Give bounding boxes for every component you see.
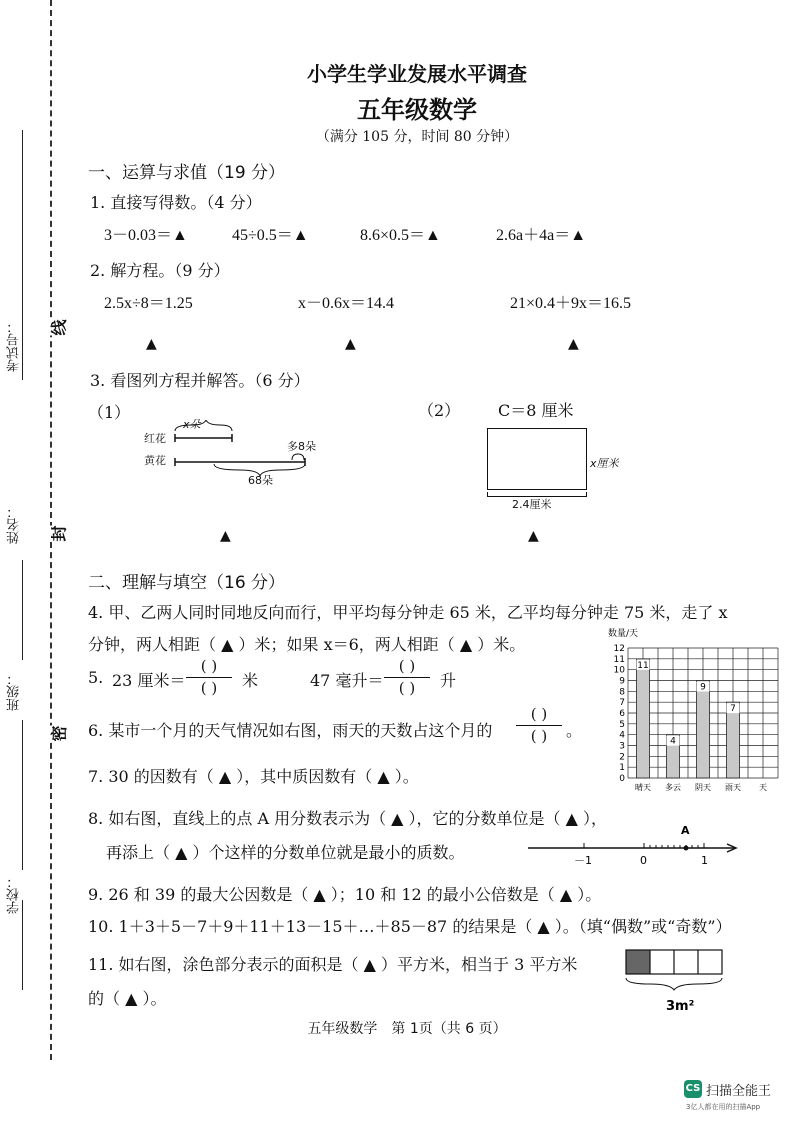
q5-b-fraction [384, 658, 430, 697]
q5-a-fraction [186, 658, 232, 697]
point-a-label: A [681, 824, 690, 837]
q1-item: 45÷0.5＝▲ [232, 227, 309, 244]
y-tick-label: 8 [619, 687, 625, 698]
rectangle-figure [487, 428, 587, 490]
exam-title: 小学生学业发展水平调查 [307, 62, 527, 86]
q7-text: 7. 30 的因数有（ ▲ ），其中质因数有（ ▲ ）。 [88, 767, 419, 786]
x-label: x朵 [183, 418, 201, 431]
bar-value-label: 9 [700, 682, 706, 693]
q5-a-unit: 米 [242, 671, 259, 690]
q2-equation: 2.5x÷8＝1.25 [104, 295, 193, 312]
q2-title: 2. 解方程。（9 分） [90, 261, 230, 280]
area-brace [626, 978, 722, 990]
student-name-label: 姓名： [7, 505, 22, 544]
blank: ( ) [200, 657, 218, 675]
answer-marker: ▲ [220, 528, 231, 544]
tick-label: 0 [640, 854, 647, 867]
y-tick-label: 4 [619, 730, 625, 741]
q8-line1: 8. 如右图，直线上的点 A 用分数表示为（ ▲ ），它的分数单位是（ ▲ ）， [88, 809, 608, 828]
x-tick-label: 多云 [665, 783, 681, 792]
q4-line1: 4. 甲、乙两人同时同地反向而行，甲平均每分钟走 65 米，乙平均每分钟走 75 米，走了 x [88, 603, 728, 622]
scanner-tagline: 3亿人都在用的扫描App [686, 1103, 761, 1111]
y-tick-label: 2 [619, 752, 625, 763]
answer-marker: ▲ [146, 336, 157, 352]
q1-item: 3－0.03＝▲ [104, 227, 188, 244]
y-tick-label: 1 [619, 763, 625, 774]
perimeter-label: C＝8 厘米 [498, 401, 574, 420]
bar [697, 681, 710, 779]
name-line [22, 720, 23, 870]
q1-item: 2.6a＋4a＝▲ [496, 227, 587, 244]
q5-num: 5. [88, 668, 104, 687]
bar-value-label: 11 [637, 660, 649, 671]
bar-value-label: 4 [670, 736, 676, 747]
q1-item: 8.6×0.5＝▲ [360, 227, 441, 244]
yellow-flower-label: 黄花 [144, 454, 166, 467]
seal-feng: 封 [47, 525, 70, 541]
y-tick-label: 10 [613, 665, 625, 676]
more-label: 多8朵 [287, 440, 316, 453]
q3-title: 3. 看图列方程并解答。（6 分） [90, 371, 310, 390]
seal-xian: 线 [47, 319, 70, 335]
answer-marker: ▲ [568, 336, 579, 352]
y-tick-label: 11 [613, 654, 625, 665]
y-tick-label: 5 [619, 719, 625, 730]
q5-a-text: 23 厘米＝ [112, 671, 186, 690]
q5-b-text: 47 毫升＝ [310, 671, 384, 690]
q6-text: 6. 某市一个月的天气情况如右图，雨天的天数占这个月的 [88, 721, 493, 740]
blank: ( ) [398, 657, 416, 675]
section-2-heading: 二、理解与填空（16 分） [88, 573, 286, 593]
exam-number-label: 考试号： [7, 320, 22, 372]
answer-marker: ▲ [345, 336, 356, 352]
exam-note: （满分 105 分，时间 80 分钟） [315, 129, 519, 145]
blank: ( ) [530, 705, 548, 723]
q2-equation: 21×0.4＋9x＝16.5 [510, 295, 632, 312]
section-1-heading: 一、运算与求值（19 分） [88, 163, 286, 183]
blank: ( ) [398, 679, 416, 697]
q11-line1: 11. 如右图，涂色部分表示的面积是（ ▲ ）平方米，相当于 3 平方米 [88, 955, 578, 974]
area-label: 3m² [666, 999, 695, 1014]
x-tick-label: 晴天 [635, 783, 651, 792]
weather-bar-chart [606, 624, 794, 800]
y-tick-label: 7 [619, 698, 625, 709]
total-label: 68朵 [248, 474, 273, 487]
q6-fraction [516, 706, 562, 745]
y-axis-label: 数量/天 [608, 629, 639, 639]
q10-text: 10. 1＋3＋5－7＋9＋11＋13－15＋…＋85－87 的结果是（ ▲ ）。（填“偶数”或“奇数”） [88, 917, 732, 936]
rect-bottom-label: 2.4厘米 [512, 498, 552, 511]
tick-label: －1 [574, 854, 592, 867]
q2-equation: x－0.6x＝14.4 [298, 295, 395, 312]
flower-diagram [170, 420, 320, 480]
blank: ( ) [200, 679, 218, 697]
q11-line2: 的（ ▲ ）。 [88, 989, 167, 1008]
y-tick-label: 6 [619, 709, 625, 719]
red-flower-label: 红花 [144, 432, 166, 445]
answer-marker: ▲ [528, 528, 539, 544]
bar-value-label: 7 [730, 704, 736, 715]
exam-subtitle: 五年级数学 [357, 96, 477, 124]
x-tick-label: 阴天 [695, 783, 711, 792]
shaded-square [626, 950, 650, 974]
number-line [524, 820, 744, 870]
y-tick-label: 0 [619, 774, 625, 784]
bar [637, 659, 650, 778]
rect-side-label: x厘米 [590, 457, 619, 470]
q8-line2: 再添上（ ▲ ）个这样的分数单位就是最小的质数。 [106, 843, 465, 862]
scanner-logo: CS [684, 1080, 702, 1098]
x-tick-label: 雨天 [725, 783, 741, 792]
x-tick-label: 天 [759, 783, 767, 792]
q3-part2-label: （2） [418, 401, 461, 420]
area-figure [622, 948, 732, 1020]
scanner-name: 扫描全能王 [706, 1084, 772, 1099]
point-a [684, 846, 689, 851]
class-label: 班级： [7, 672, 22, 711]
q9-text: 9. 26 和 39 的最大公因数是（ ▲ ）；10 和 12 的最小公倍数是（ ▲ ）。 [88, 885, 602, 904]
tick-label: 1 [701, 854, 708, 867]
q5-b-unit: 升 [440, 671, 457, 690]
q6-end: 。 [566, 721, 583, 740]
q4-line2: 分钟，两人相距（ ▲ ）米；如果 x＝6，两人相距（ ▲ ）米。 [88, 635, 526, 654]
seal-mi: 密 [47, 725, 70, 741]
q1-title: 1. 直接写得数。（4 分） [90, 193, 262, 212]
y-tick-label: 9 [619, 676, 625, 687]
y-tick-label: 12 [613, 644, 625, 654]
blank: ( ) [530, 727, 548, 745]
school-label: 学校： [7, 875, 22, 914]
page-footer: 五年级数学 第 1页（共 6 页） [307, 1021, 507, 1037]
y-tick-label: 3 [619, 741, 625, 752]
name-line [22, 560, 23, 660]
q3-part1-label: （1） [88, 403, 131, 422]
